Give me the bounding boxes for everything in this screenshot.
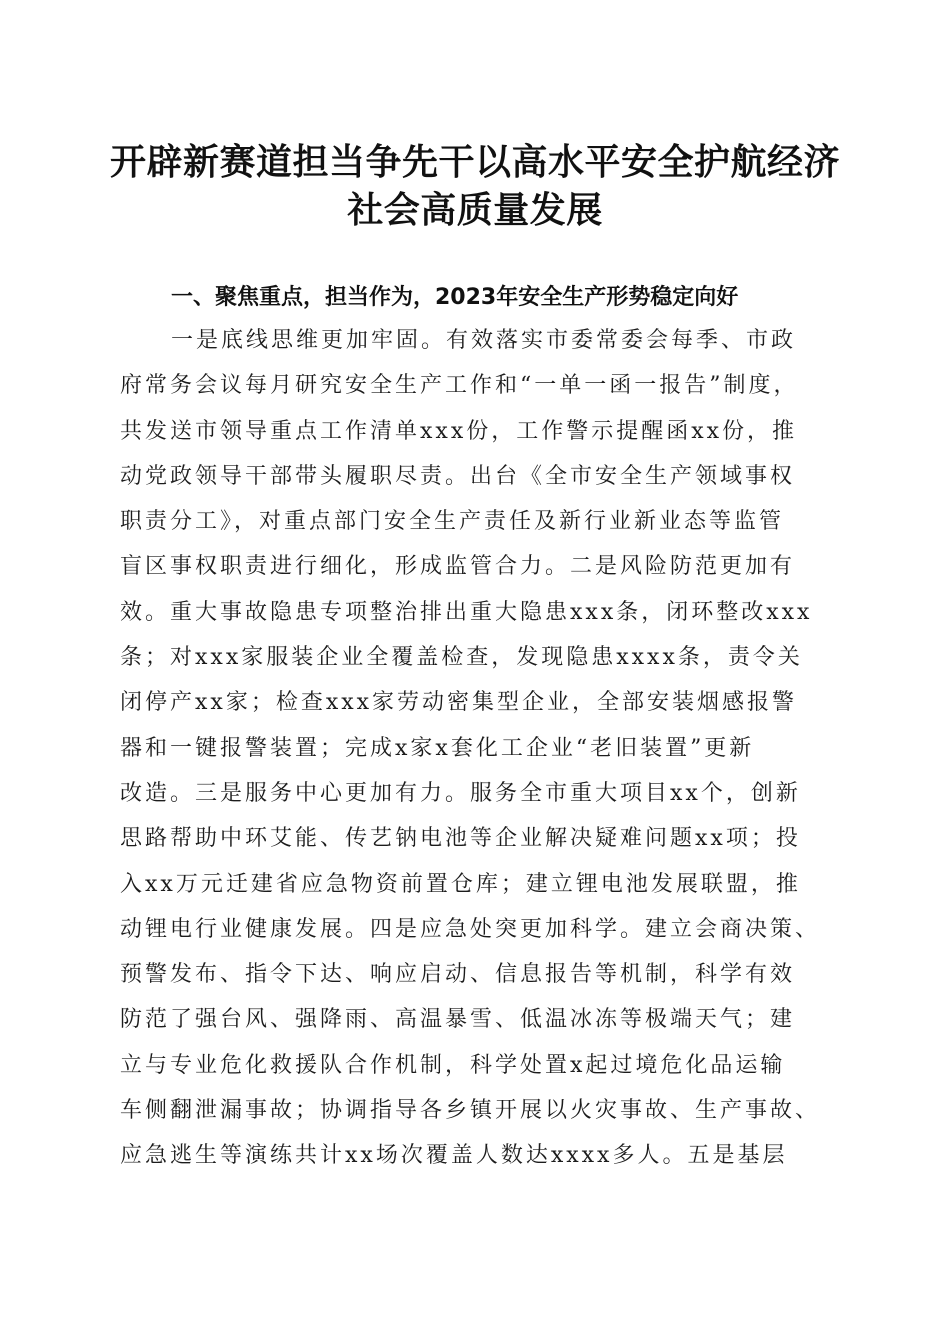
body-line: 器和一键报警装置；完成x家x套化工企业“老旧装置”更新 xyxy=(120,735,755,761)
body-line: 一是底线思维更加牢固。有效落实市委常委会每季、市政 xyxy=(171,328,797,353)
body-line: 府常务会议每月研究安全生产工作和“一单一函一报告”制度， xyxy=(120,373,799,399)
body-line: 预警发布、指令下达、响应启动、信息报告等机制，科学有效 xyxy=(120,962,796,988)
body-line: 职责分工》，对重点部门安全生产责任及新行业新业态等监管 xyxy=(120,509,785,535)
body-line: 共发送市领导重点工作清单xxx份，工作警示提醒函xx份，推 xyxy=(120,418,798,444)
body-line: 改造。三是服务中心更加有力。服务全市重大项目xx个，创新 xyxy=(120,780,801,806)
body-line: 效。重大事故隐患专项整治排出重大隐患xxx条，闭环整改xxx xyxy=(120,599,813,625)
body-line: 入xx万元迁建省应急物资前置仓库；建立锂电池发展联盟，推 xyxy=(120,871,801,897)
title-line-1: 开辟新赛道担当争先干以高水平安全护航经济 xyxy=(109,141,840,183)
body-line: 车侧翻泄漏事故；协调指导各乡镇开展以火灾事故、生产事故、 xyxy=(120,1098,821,1124)
title-line-2: 社会高质量发展 xyxy=(347,189,603,231)
section-heading: 一、聚焦重点，担当作为，2023年安全生产形势稳定向好 xyxy=(171,285,739,310)
body-paragraph xyxy=(120,318,860,1179)
body-line: 思路帮助中环艾能、传艺钠电池等企业解决疑难问题xx项；投 xyxy=(120,826,801,852)
body-line: 条；对xxx家服装企业全覆盖检查，发现隐患xxxx条，责令关 xyxy=(120,645,803,671)
body-line: 防范了强台风、强降雨、高温暴雪、低温冰冻等极端天气；建 xyxy=(120,1007,796,1033)
document-title xyxy=(100,138,850,234)
body-line: 闭停产xx家；检查xxx家劳动密集型企业，全部安装烟感报警 xyxy=(120,690,798,716)
body-line: 盲区事权职责进行细化，形成监管合力。二是风险防范更加有 xyxy=(120,554,796,580)
body-line: 立与专业危化救援队合作机制，科学处置x起过境危化品运输 xyxy=(120,1052,786,1078)
body-line: 应急逃生等演练共计xx场次覆盖人数达xxxx多人。五是基层 xyxy=(120,1143,788,1169)
body-line: 动党政领导干部带头履职尽责。出台《全市安全生产领域事权 xyxy=(120,463,796,489)
body-line: 动锂电行业健康发展。四是应急处突更加科学。建立会商决策、 xyxy=(120,916,821,942)
